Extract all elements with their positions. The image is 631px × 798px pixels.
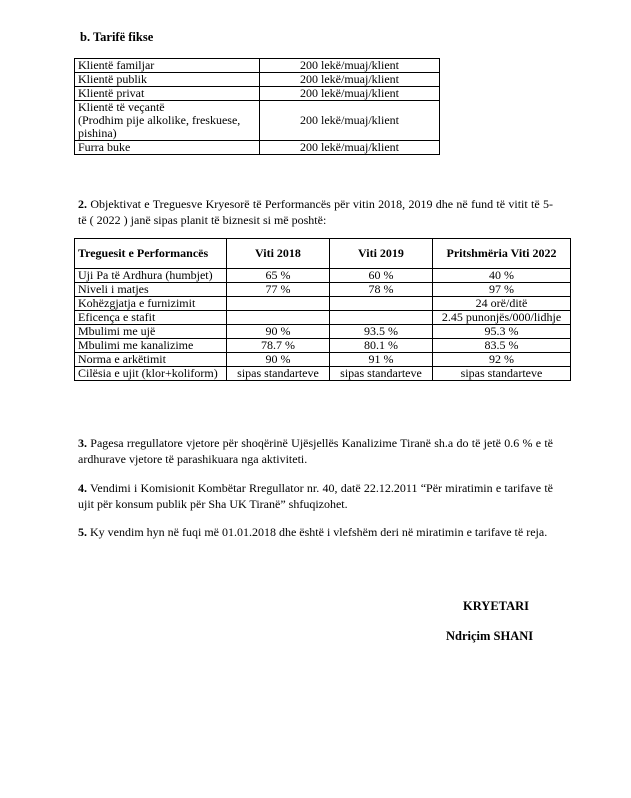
- paragraph-number: 2.: [78, 197, 87, 211]
- kpi-row: [75, 339, 571, 353]
- paragraph-text: Pagesa rregullatore vjetore për shoqërinë Ujësjellës Kanalizime Tiranë sh.a do të jetë 0.6 % e të ardhurave vjetore të parashikuara nga aktiviteti.: [78, 436, 554, 466]
- paragraph-number: 5.: [78, 525, 87, 539]
- kpi-value-2018: [227, 311, 330, 325]
- fee-row: [75, 141, 440, 155]
- fixed-fee-table: [74, 58, 440, 155]
- fee-row: [75, 59, 440, 73]
- fee-client-type: Klientë të veçantë (Prodhim pije alkolike, freskuese, pishina): [75, 101, 260, 141]
- kpi-indicator: Mbulimi me ujë: [75, 325, 227, 339]
- paragraph-3: [78, 435, 553, 467]
- paragraph-number: 4.: [78, 481, 87, 495]
- fee-amount: 200 lekë/muaj/klient: [260, 59, 440, 73]
- kpi-indicator: Eficença e stafit: [75, 311, 227, 325]
- section-b-title: b. Tarifë fikse: [80, 30, 154, 44]
- kpi-value-2022: sipas standarteve: [433, 367, 571, 381]
- fee-client-type: Klientë familjar: [75, 59, 260, 73]
- kpi-indicator: Kohëzgjatja e furnizimit: [75, 297, 227, 311]
- kpi-header-2018: Viti 2018: [227, 239, 330, 269]
- kpi-value-2022: 24 orë/ditë: [433, 297, 571, 311]
- kpi-value-2019: 80.1 %: [330, 339, 433, 353]
- kpi-value-2019: [330, 311, 433, 325]
- kpi-indicator: Niveli i matjes: [75, 283, 227, 297]
- kpi-indicator: Cilësia e ujit (klor+koliform): [75, 367, 227, 381]
- paragraph-text: Vendimi i Komisionit Kombëtar Rregullator nr. 40, datë 22.12.2011 “Për miratimin e tarifave të ujit për konsum publik për Sha UK Tiranë” shfuqizohet.: [78, 481, 553, 511]
- kpi-value-2022: 2.45 punonjës/000/lidhje: [433, 311, 571, 325]
- paragraph-2: [78, 196, 553, 228]
- signature-name: Ndriçim SHANI: [446, 629, 534, 643]
- signature-title: KRYETARI: [463, 599, 530, 613]
- fee-amount: 200 lekë/muaj/klient: [260, 87, 440, 101]
- kpi-value-2019: sipas standarteve: [330, 367, 433, 381]
- kpi-value-2018: 90 %: [227, 353, 330, 367]
- kpi-value-2018: [227, 297, 330, 311]
- fee-amount: 200 lekë/muaj/klient: [260, 101, 440, 141]
- fee-row: [75, 87, 440, 101]
- kpi-value-2018: 65 %: [227, 269, 330, 283]
- kpi-value-2018: 90 %: [227, 325, 330, 339]
- kpi-value-2019: 93.5 %: [330, 325, 433, 339]
- fee-row: [75, 73, 440, 87]
- paragraph-number: 3.: [78, 436, 87, 450]
- kpi-value-2018: 77 %: [227, 283, 330, 297]
- kpi-value-2019: [330, 297, 433, 311]
- performance-indicators-table: [74, 238, 571, 381]
- kpi-value-2022: 83.5 %: [433, 339, 571, 353]
- paragraph-4: [78, 480, 553, 512]
- kpi-value-2018: sipas standarteve: [227, 367, 330, 381]
- kpi-value-2022: 95.3 %: [433, 325, 571, 339]
- paragraph-text: Objektivat e Treguesve Kryesorë të Performancës për vitin 2018, 2019 dhe në fund të vitit të 5-të ( 2022 ) janë sipas planit të biznesit si më poshtë:: [78, 197, 553, 227]
- fee-row: [75, 101, 440, 141]
- kpi-indicator: Uji Pa të Ardhura (humbjet): [75, 269, 227, 283]
- kpi-row: [75, 367, 571, 381]
- kpi-value-2022: 97 %: [433, 283, 571, 297]
- kpi-row: [75, 269, 571, 283]
- kpi-row: [75, 325, 571, 339]
- kpi-row: [75, 311, 571, 325]
- kpi-value-2019: 78 %: [330, 283, 433, 297]
- kpi-header-2019: Viti 2019: [330, 239, 433, 269]
- kpi-header-2022: Pritshmëria Viti 2022: [433, 239, 571, 269]
- paragraph-text: Ky vendim hyn në fuqi më 01.01.2018 dhe është i vlefshëm deri në miratimin e tarifave të reja.: [90, 525, 548, 539]
- kpi-value-2022: 92 %: [433, 353, 571, 367]
- kpi-indicator: Mbulimi me kanalizime: [75, 339, 227, 353]
- kpi-value-2019: 91 %: [330, 353, 433, 367]
- kpi-value-2019: 60 %: [330, 269, 433, 283]
- kpi-value-2022: 40 %: [433, 269, 571, 283]
- paragraph-5: [78, 524, 553, 540]
- kpi-value-2018: 78.7 %: [227, 339, 330, 353]
- fee-amount: 200 lekë/muaj/klient: [260, 73, 440, 87]
- kpi-row: [75, 283, 571, 297]
- fee-client-type: Klientë publik: [75, 73, 260, 87]
- fee-client-type: Furra buke: [75, 141, 260, 155]
- fee-client-type: Klientë privat: [75, 87, 260, 101]
- fee-amount: 200 lekë/muaj/klient: [260, 141, 440, 155]
- kpi-row: [75, 297, 571, 311]
- kpi-row: [75, 353, 571, 367]
- kpi-indicator: Norma e arkëtimit: [75, 353, 227, 367]
- kpi-header-indicator: Treguesit e Performancës: [75, 239, 227, 269]
